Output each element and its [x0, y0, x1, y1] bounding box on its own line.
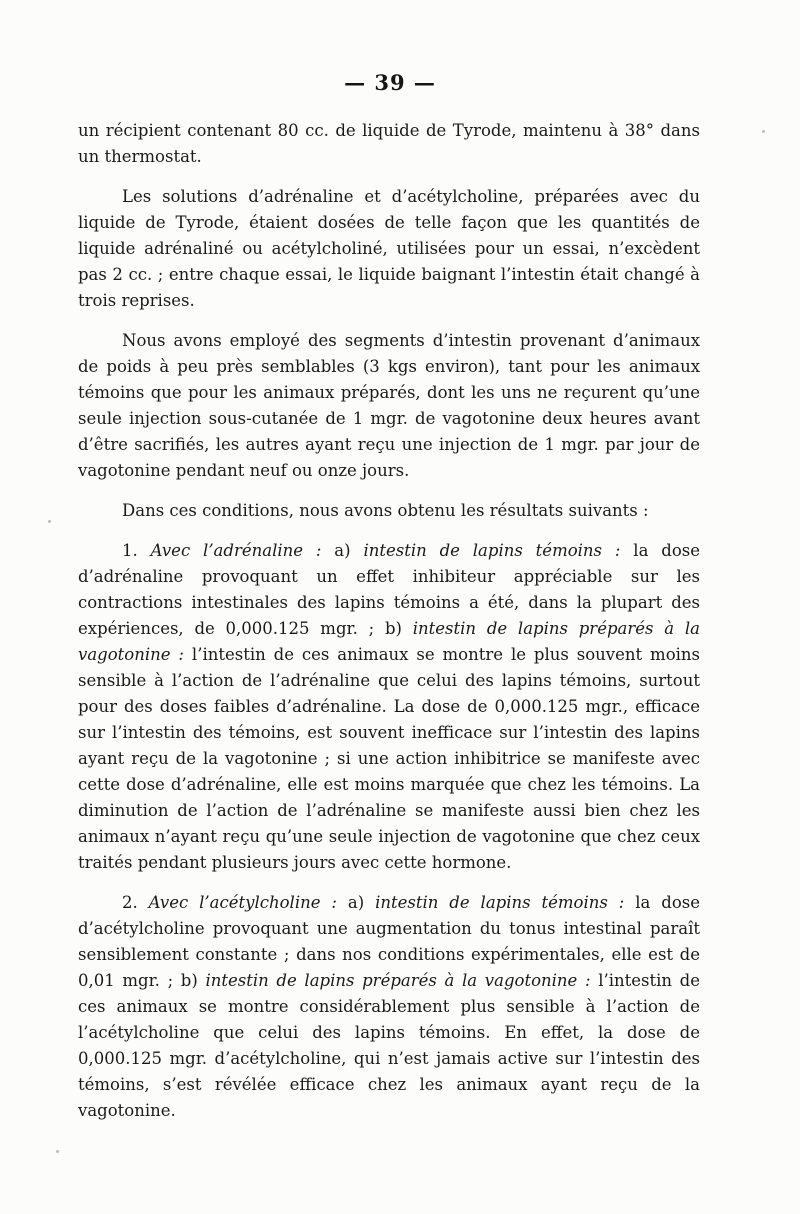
- paragraph-solutions: Les solutions d’adrénaline et d’acétylcholine, préparées avec du liquide de Tyrode, étaient dosées de telle façon que les quantités de liquide adrénaliné ou acétylcholiné, utilisées pour un essai, n’excèdent pas 2 cc. ; entre chaque essai, le liquide baignant l’intestin était changé à trois reprises.: [78, 187, 700, 310]
- paragraph-segments: Nous avons employé des segments d’intestin provenant d’animaux de poids à peu près semblables (3 kgs environ), tant pour les animaux témoins que pour les animaux préparés, dont les uns ne reçurent qu’une seule injection sous-cutanée de 1 mgr. de vagotonine deux heures avant d’être sacrifiés, les autres ayant reçu une injection de 1 mgr. par jour de vagotonine pendant neuf ou onze jours.: [78, 331, 700, 480]
- paragraph-continuation: un récipient contenant 80 cc. de liquide de Tyrode, maintenu à 38° dans un thermostat.: [78, 121, 700, 166]
- text-run: a): [336, 893, 376, 912]
- section-number: 1.: [122, 541, 151, 560]
- subheading-prepared: intestin de lapins préparés à la vagotonine :: [205, 971, 591, 990]
- text-run: l’intestin de ces animaux se montre considérablement plus sensible à l’action de l’acétylcholine que celui des lapins témoins. En effet, la dose de 0,000.125 mgr. d’acétylcholine, qui n’est jamais active sur l’intestin des témoins, s’est révélée efficace chez les animaux ayant reçu de la vagotonine.: [78, 971, 701, 1120]
- text-run: la dose d’adrénaline provoquant un effet inhibiteur appréciable sur les contractions intestinales des lapins témoins a été, dans la plupart des expériences, de 0,000.125 mgr. ; b): [78, 541, 701, 638]
- paper-speck: [48, 520, 51, 523]
- section-heading: Avec l’adrénaline :: [150, 541, 322, 560]
- subheading-controls: intestin de lapins témoins :: [375, 893, 625, 912]
- paper-speck: [762, 130, 765, 133]
- paragraph-adrenaline: [78, 538, 700, 876]
- text-run: a): [321, 541, 364, 560]
- paper-speck: [56, 1150, 59, 1153]
- body-text: [78, 118, 700, 1138]
- paragraph-conditions: Dans ces conditions, nous avons obtenu les résultats suivants :: [122, 501, 649, 520]
- text-run: la dose d’acétylcholine provoquant une augmentation du tonus intestinal paraît sensiblement constante ; dans nos conditions expérimentales, elle est de 0,01 mgr. ; b): [78, 893, 701, 990]
- section-number: 2.: [122, 893, 149, 912]
- paragraph-acetylcholine: [78, 890, 700, 1124]
- text-run: l’intestin de ces animaux se montre le plus souvent moins sensible à l’action de l’adrénaline que celui des lapins témoins, surtout pour des doses faibles d’adrénaline. La dose de 0,000.125 mgr., efficace sur l’intestin des témoins, est souvent inefficace sur l’intestin des lapins ayant reçu de la vagotonine ; si une action inhibitrice se manifeste avec cette dose d’adrénaline, elle est moins marquée que chez les témoins. La diminution de l’action de l’adrénaline se manifeste aussi bien chez les animaux n’ayant reçu qu’une seule injection de vagotonine que chez ceux traités pendant plusieurs jours avec cette hormone.: [78, 645, 700, 872]
- subheading-prepared: intestin de lapins préparés à la vagotonine :: [78, 619, 700, 664]
- page-number: — 39 —: [344, 70, 436, 95]
- subheading-controls: intestin de lapins témoins :: [363, 541, 621, 560]
- section-heading: Avec l’acétylcholine :: [148, 893, 337, 912]
